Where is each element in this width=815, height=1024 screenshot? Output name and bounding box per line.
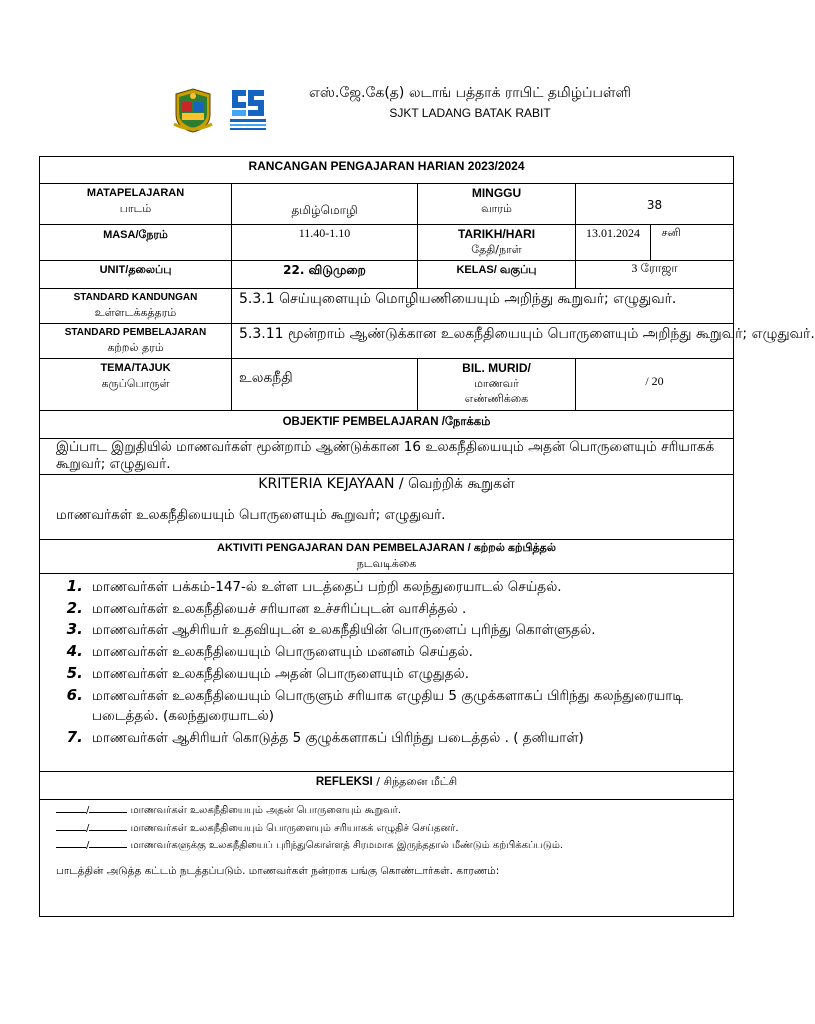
activity-item: 7. மாணவர்கள் ஆசிரியர் கொடுத்த 5 குழுக்களாகப் பிரிந்து படைத்தல் . ( தனியாள்) (88, 727, 730, 749)
reflection-header: REFLEKSI / சிந்தனை மீட்சி (315, 775, 458, 788)
row-divider (39, 539, 734, 540)
week-label (418, 185, 575, 223)
theme-label-sub: கருப்பொருள் (101, 377, 170, 390)
content-standard-label-sub: உள்ளடக்கத்தரம் (94, 306, 177, 319)
row-divider (39, 183, 734, 184)
reflection-line: / மாணவர்கள் உலகநீதியையும் அதன் பொருளையும் கூறுவர். (56, 803, 401, 817)
theme-label (40, 361, 231, 409)
reflection-note: பாடத்தின் அடுத்த கட்டம் நடத்தப்படும். மாணவர்கள் நன்றாக பங்கு கொண்டார்கள். காரணம்: (56, 865, 500, 877)
reflection-line: / மாணவர்களுக்கு உலகநீதியைப் புரிந்துகொள்ளத் சிரமமாக இருந்ததால் மீண்டும் கற்பிக்கப்படும். (56, 838, 563, 852)
reflection-line-text: மாணவர்கள் உலகநீதியையும் பொருளையும் சரியாகக் எழுதிச் செய்தனர். (130, 823, 459, 834)
row-divider (39, 573, 734, 574)
blank-field[interactable] (56, 821, 86, 831)
learning-standard-value: 5.3.11 மூன்றாம் ஆண்டுக்கான உலகநீதியையும் பொருளையும் அறிந்து கூறுவர்; எழுதுவர். (239, 326, 815, 342)
time-value: 11.40-1.10 (298, 226, 351, 240)
school-name-latin: SJKT LADANG BATAK RABIT (389, 106, 551, 120)
learning-standard-label (40, 326, 231, 358)
learning-standard-label-text: STANDARD PEMBELAJARAN (64, 327, 207, 338)
week-value: 38 (646, 198, 663, 212)
reflection-line: / மாணவர்கள் உலகநீதியையும் பொருளையும் சரியாகக் எழுதிச் செய்தனர். (56, 821, 459, 835)
success-criteria-header: KRITERIA KEJAYAAN / வெற்றிக் கூறுகள் (258, 476, 515, 492)
page-header (0, 80, 768, 140)
blank-field[interactable] (89, 821, 127, 831)
activities-header-text: AKTIVITI PENGAJARAN DAN PEMBELAJARAN / கற்றல் கற்பித்தல் (217, 542, 556, 554)
row-divider (39, 224, 734, 225)
subject-label-sub: பாடம் (119, 202, 152, 215)
pupil-count-value: / 20 (645, 374, 664, 388)
content-standard-label (40, 291, 231, 323)
unit-label: UNIT/தலைப்பு (99, 264, 172, 276)
row-divider (39, 358, 734, 359)
week-label-sub: வாரம் (481, 202, 512, 215)
activity-item: 6. மாணவர்கள் உலகநீதியையும் பொருளும் சரியாக எழுதிய 5 குழுக்களாகப் பிரிந்து கலந்துரையாடி படைத்தல். (கலந்துரையாடல்) (88, 685, 730, 727)
pupil-count-label-sub2: எண்ணிக்கை (464, 392, 529, 405)
activities-header (39, 541, 734, 573)
school-name: எஸ்.ஜே.கே(த) லடாங் பத்தாக் ராபிட் தமிழ்ப்பள்ளி (308, 85, 632, 101)
date-label-sub: தேதி/நாள் (471, 243, 522, 256)
date-value: 13.01.2024 (586, 226, 640, 240)
activity-item: 2. மாணவர்கள் உலகநீதியைச் சரியான உச்சரிப்புடன் வாசித்தல் . (88, 598, 730, 620)
row-divider (39, 410, 734, 411)
activities-ol (40, 576, 730, 749)
week-label-text: MINGGU (471, 186, 522, 200)
blank-field[interactable] (56, 803, 86, 813)
blank-field[interactable] (89, 838, 127, 848)
pupil-count-label-text: BIL. MURID/ (462, 361, 531, 375)
activity-item: 5. மாணவர்கள் உலகநீதியையும் அதன் பொருளையும் எழுதுதல். (88, 663, 730, 685)
blank-field[interactable] (89, 803, 127, 813)
reflection-header-sub: சிந்தனை மீட்சி (383, 775, 458, 788)
pupil-count-label-sub1: மாணவர் (474, 377, 519, 390)
activity-item: 1. மாணவர்கள் பக்கம்-147-ல் உள்ள படத்தைப் பற்றி கலந்துரையாடல் செய்தல். (88, 576, 730, 598)
col-divider (231, 358, 232, 410)
class-value: 3 ரோஜா (631, 261, 678, 275)
objective-text: இப்பாட இறுதியில் மாணவர்கள் மூன்றாம் ஆண்டுக்கான 16 உலகநீதியையும் அதன் பொருளையும் சரியாகக் கூறுவர்; எழுதுவர். (56, 439, 715, 472)
col-divider (231, 288, 232, 358)
ministry-logo (226, 86, 270, 132)
subject-label-text: MATAPELAJARAN (86, 187, 185, 199)
row-divider (39, 288, 734, 289)
date-label (418, 226, 575, 260)
day-value: சனி (661, 226, 681, 239)
date-label-text: TARIKH/HARI (457, 227, 536, 241)
activity-item: 3. மாணவர்கள் ஆசிரியர் உதவியுடன் உலகநீதியின் பொருளைப் புரிந்து கொள்ளுதல். (88, 619, 730, 641)
success-criteria-text: மாணவர்கள் உலகநீதியையும் பொருளையும் கூறுவர்; எழுதுவர். (56, 507, 446, 523)
theme-value: உலகநீதி (239, 370, 293, 386)
reflection-header-text: REFLEKSI (315, 776, 373, 788)
reflection-line-text: மாணவர்கள் உலகநீதியையும் அதன் பொருளையும் கூறுவர். (130, 805, 402, 816)
row-divider (39, 323, 734, 324)
learning-standard-label-sub: கற்றல் தரம் (107, 341, 164, 354)
subject-label (40, 186, 231, 224)
pupil-count-label (418, 360, 575, 410)
row-divider (39, 771, 734, 772)
activities-list (40, 576, 730, 771)
time-label: MASA/நேரம் (103, 229, 168, 241)
objective-header: OBJEKTIF PEMBELAJARAN /நோக்கம் (282, 416, 491, 428)
class-label: KELAS/ வகுப்பு (456, 264, 537, 276)
content-standard-label-text: STANDARD KANDUNGAN (73, 292, 198, 303)
content-standard-value: 5.3.1 செய்யுளையும் மொழியணியையும் அறிந்து கூறுவர்; எழுதுவர். (239, 291, 677, 307)
theme-label-text: TEMA/TAJUK (100, 362, 171, 374)
activity-item: 4. மாணவர்கள் உலகநீதியையும் பொருளையும் மனனம் செய்தல். (88, 641, 730, 663)
row-divider (39, 799, 734, 800)
table-title: RANCANGAN PENGAJARAN HARIAN 2023/2024 (248, 159, 525, 173)
subject-value: தமிழ்மொழி (291, 203, 358, 217)
school-crest-logo (170, 86, 216, 134)
unit-value: 22. விடுமுறை (283, 263, 366, 277)
blank-field[interactable] (56, 838, 86, 848)
activities-header-sub: நடவடிக்கை (356, 557, 417, 570)
reflection-line-text: மாணவர்களுக்கு உலகநீதியைப் புரிந்துகொள்ளத் சிரமமாக இருந்ததால் மீண்டும் கற்பிக்கப்படும். (130, 840, 564, 851)
